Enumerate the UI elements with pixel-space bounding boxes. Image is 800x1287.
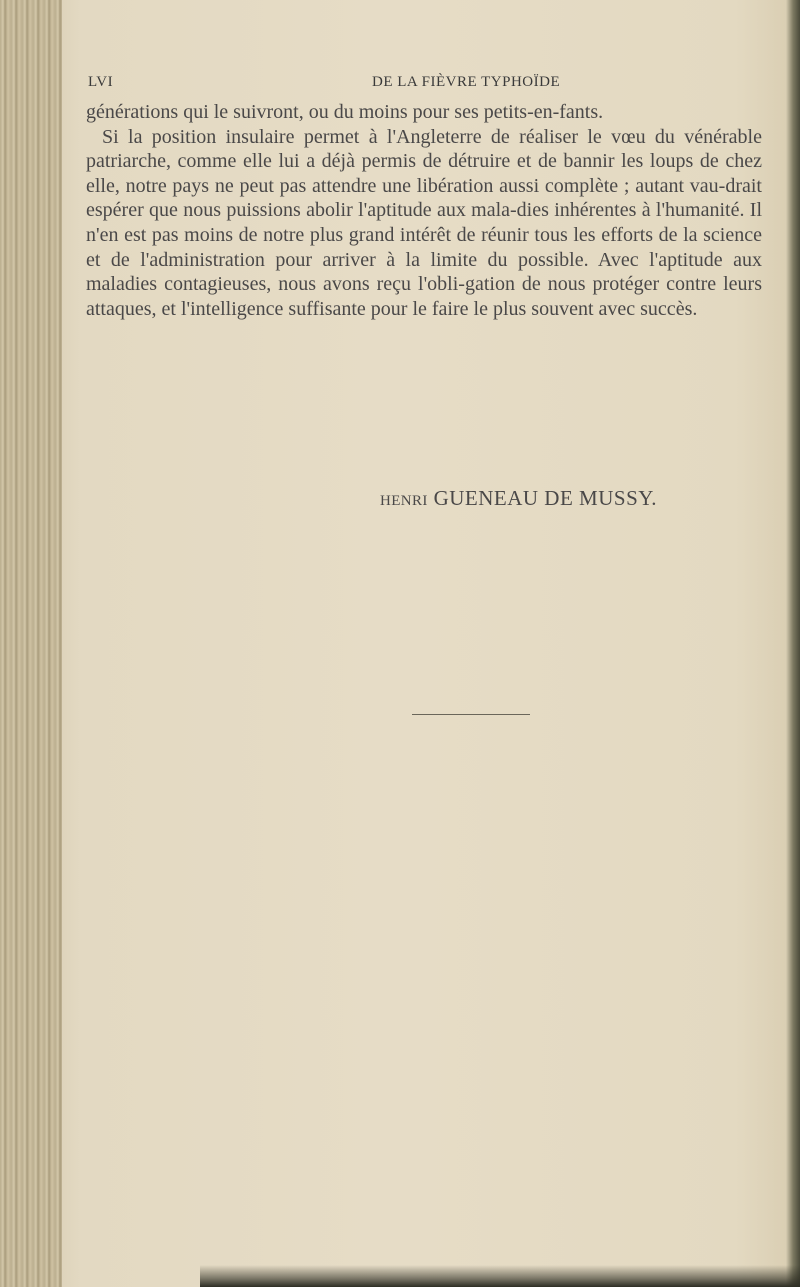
page-edge: [786, 0, 800, 1287]
running-title: DE LA FIÈVRE TYPHOÏDE: [372, 74, 561, 90]
author-surname: GUENEAU DE MUSSY.: [433, 486, 657, 510]
section-divider: [412, 714, 530, 715]
binding-shadow: [200, 1265, 800, 1287]
book-gutter: [0, 0, 62, 1287]
body-text: [86, 100, 762, 321]
author-first-name: HENRI: [380, 493, 428, 509]
author-signature: [380, 486, 657, 511]
page-number: LVI: [88, 74, 114, 90]
paragraph-main: Si la position insulaire permet à l'Angleterre de réaliser le vœu du vénérable patriarche, comme elle lui a déjà permis de détruire et de bannir les loups de chez elle, notre pays ne peut pas attendre une libération aussi complète ; autant vau-drait espérer que nous puissions abolir l'aptitude aux mala-dies inhérentes à l'humanité. Il n'en est pas moins de notre plus grand intérêt de réunir tous les efforts de la science et de l'administration pour arriver à la limite du possible. Avec l'aptitude aux maladies contagieuses, nous avons reçu l'obli-gation de nous protéger contre leurs attaques, et l'intelligence suffisante pour le faire le plus souvent avec succès.: [86, 125, 762, 320]
paragraph-continuation: générations qui le suivront, ou du moins pour ses petits-en-fants.: [86, 101, 604, 123]
running-header: [88, 74, 738, 94]
